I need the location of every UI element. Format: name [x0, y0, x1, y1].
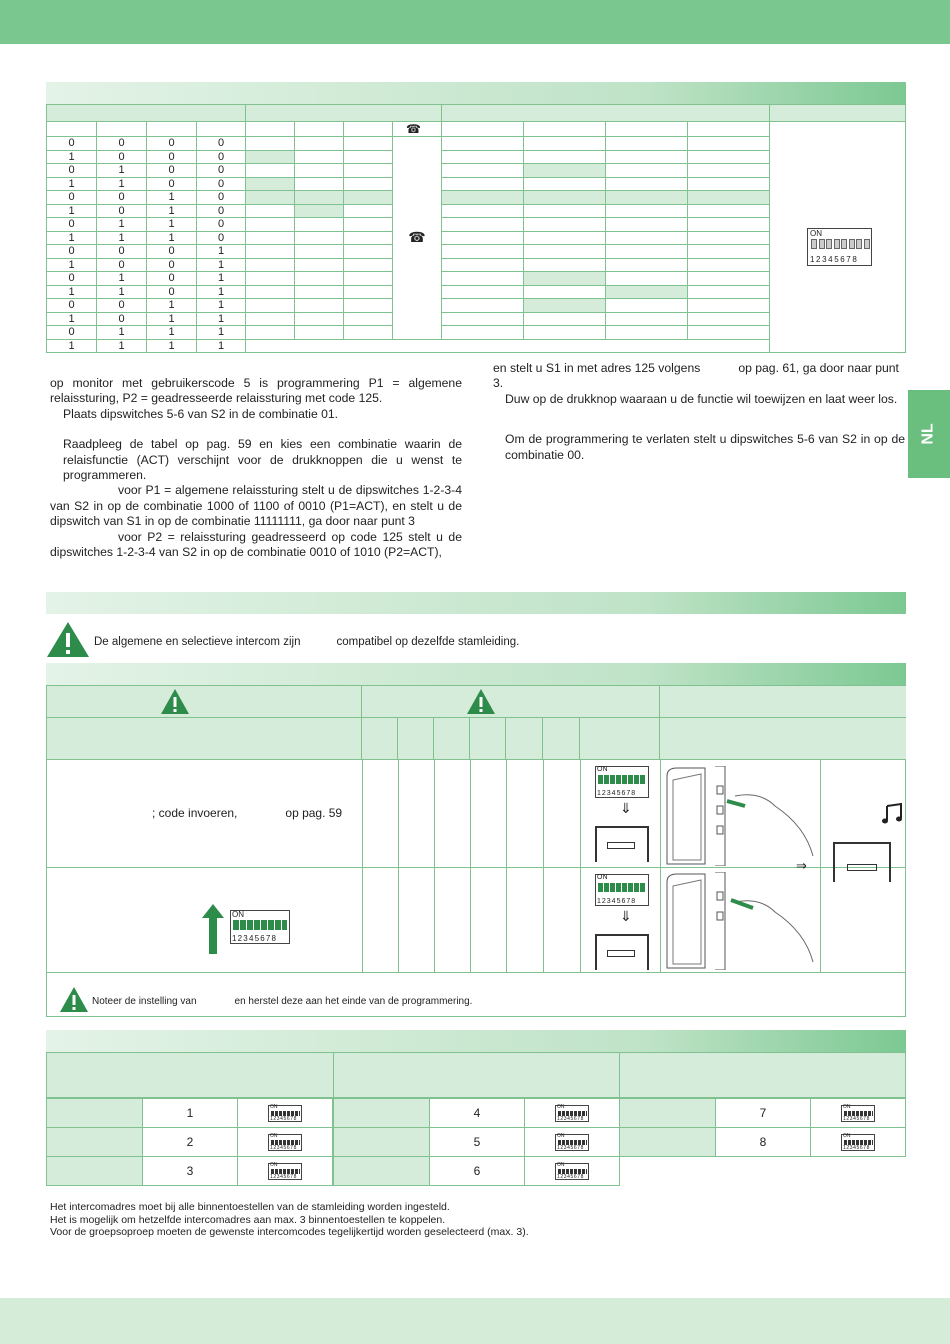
- table1-cell: 1: [146, 298, 197, 313]
- code-dip-cell: [237, 1127, 333, 1157]
- table1-cell: 0: [46, 271, 97, 286]
- prog-subheader-cell: [580, 718, 660, 760]
- table1-cell: [523, 136, 606, 151]
- table1-cell: [441, 150, 524, 165]
- dip-switch-small: ON 12345678: [555, 1134, 589, 1151]
- dip-switch-small: ON 12345678: [268, 1134, 302, 1151]
- table1-cell: [605, 190, 688, 205]
- table1-cell: [245, 339, 770, 354]
- table1-cell: 1: [46, 231, 97, 246]
- table1-cell: 0: [146, 150, 197, 165]
- table1-cell: [687, 204, 770, 219]
- table1-cell: 0: [196, 231, 246, 246]
- intercom-title-band: [46, 592, 906, 614]
- table1-cell: [245, 136, 295, 151]
- handset-icon: ☎: [408, 229, 426, 246]
- dip-switch-lever: [849, 239, 855, 249]
- table1-cell: 0: [96, 298, 147, 313]
- table1-cell: 1: [46, 150, 97, 165]
- table1-cell: 0: [196, 190, 246, 205]
- table1-cell: 0: [96, 150, 147, 165]
- para-left-1: op monitor met gebruikerscode 5 is programmering P1 = algemene relaissturing, P2 = geadresseerde relaissturing met code 125.: [50, 376, 462, 406]
- code-label-cell: [619, 1127, 716, 1157]
- warning-icon: [59, 986, 89, 1013]
- table1-cell: [343, 204, 393, 219]
- footer-notes: [50, 1201, 529, 1239]
- table1-cell: [605, 204, 688, 219]
- table1-cell: [294, 258, 344, 273]
- dip-switch-small: ON 12345678: [555, 1163, 589, 1180]
- table1-cell: 1: [96, 177, 147, 192]
- table1-cell: 0: [196, 217, 246, 232]
- table1-subheader-cell: [687, 121, 770, 137]
- table1-subheader-cell: [46, 121, 97, 137]
- table1-cell: [343, 190, 393, 205]
- table1-cell: 0: [96, 244, 147, 259]
- table1-cell: [687, 217, 770, 232]
- table1-cell: 1: [96, 271, 147, 286]
- table1-cell: 0: [146, 163, 197, 178]
- code-label-cell: [333, 1156, 430, 1186]
- table1-cell: [687, 298, 770, 313]
- table1-cell: [245, 177, 295, 192]
- table1-cell: 1: [46, 204, 97, 219]
- code-label-cell: [619, 1098, 716, 1128]
- table1-cell: 1: [196, 271, 246, 286]
- table1-cell: [245, 298, 295, 313]
- table1-cell: [605, 177, 688, 192]
- table1-cell: [441, 325, 524, 340]
- table1: [46, 104, 906, 353]
- table1-cell: 1: [46, 285, 97, 300]
- table1-cell: [245, 244, 295, 259]
- table1-cell: 0: [146, 258, 197, 273]
- dip-switch-row2-left: ON 12345678: [230, 910, 290, 944]
- table1-cell: [687, 285, 770, 300]
- table1-cell: 1: [96, 339, 147, 354]
- dip-switch-small: ON 12345678: [841, 1105, 875, 1122]
- table1-cell: [343, 285, 393, 300]
- table1-cell: 1: [46, 177, 97, 192]
- table1-cell: [605, 163, 688, 178]
- table1-cell: [441, 163, 524, 178]
- table1-cell: [605, 150, 688, 165]
- table1-cell: [523, 150, 606, 165]
- table1-cell: 1: [196, 258, 246, 273]
- table1-cell: [523, 298, 606, 313]
- table1-cell: [687, 258, 770, 273]
- dip-switch-table1: ON 12345678: [807, 228, 872, 266]
- warning-icon: [46, 620, 90, 658]
- table1-cell: [294, 163, 344, 178]
- table1-cell: 0: [196, 163, 246, 178]
- table1-cell: [687, 190, 770, 205]
- code-dip-cell: [524, 1098, 620, 1128]
- table1-cell: [523, 177, 606, 192]
- table1-cell: 0: [46, 217, 97, 232]
- table1-cell: [605, 312, 688, 327]
- table1-cell: 1: [96, 325, 147, 340]
- table1-cell: [441, 136, 524, 151]
- table1-cell: [343, 325, 393, 340]
- table1-cell: [687, 244, 770, 259]
- table1-subheader-cell: [523, 121, 606, 137]
- footer-line-2: Het is mogelijk om hetzelfde intercomadres aan max. 3 binnentoestellen te koppelen.: [50, 1213, 446, 1226]
- table1-cell: [441, 312, 524, 327]
- paragraph-left: [50, 376, 462, 560]
- table1-cell: 1: [96, 163, 147, 178]
- table1-cell: [294, 136, 344, 151]
- footer-line-1: Het intercomadres moet bij alle binnentoestellen van de stamleiding worden ingesteld.: [50, 1201, 450, 1213]
- table1-cell: [441, 217, 524, 232]
- table1-cell: [294, 298, 344, 313]
- table1-cell: 1: [46, 258, 97, 273]
- table1-cell: 0: [196, 136, 246, 151]
- code-label-cell: [333, 1098, 430, 1128]
- paragraph-right: [493, 361, 905, 463]
- table1-cell: [523, 204, 606, 219]
- table1-cell: [523, 312, 606, 327]
- prog-subheader-cell: [434, 718, 470, 760]
- handset-icon: ☎: [406, 122, 421, 136]
- top-bar: [0, 0, 950, 44]
- table1-cell: [687, 325, 770, 340]
- table1-cell: 0: [46, 190, 97, 205]
- table1-cell: [294, 177, 344, 192]
- table1-cell: [605, 258, 688, 273]
- arrow-up-icon: [202, 904, 224, 954]
- table1-cell: 0: [46, 244, 97, 259]
- table1-cell: [523, 231, 606, 246]
- table1-cell: 0: [96, 312, 147, 327]
- table1-cell: [687, 163, 770, 178]
- table1-cell: [245, 217, 295, 232]
- table1-cell: [523, 285, 606, 300]
- table1-cell: 1: [196, 339, 246, 354]
- table1-cell: [441, 285, 524, 300]
- monitor-hand-illustration: [665, 766, 815, 866]
- code-label-cell: [333, 1127, 430, 1157]
- codes-table: [46, 1052, 906, 1184]
- code-number-cell: 7: [715, 1098, 811, 1128]
- code-dip-cell: [810, 1127, 906, 1157]
- table1-cell: 1: [96, 231, 147, 246]
- table1-cell: 0: [196, 177, 246, 192]
- programming-table: ; code invoeren, op pag. 59 ON 12345678 ⇓ ⇒ ON 12345678 ON 12345678 ⇓ Noteer de instelling van en herstel deze aan het einde van de programmering.: [46, 685, 906, 1017]
- table1-cell: [523, 217, 606, 232]
- table1-cell: 1: [146, 325, 197, 340]
- table1-cell: 1: [146, 339, 197, 354]
- table1-cell: 1: [196, 298, 246, 313]
- table1-cell: [294, 231, 344, 246]
- para-left-3: Raadpleeg de tabel op pag. 59 en kies een combinatie waarin de relaisfunctie (ACT) verschijnt voor de drukknoppen die u wenst te programmeren.: [63, 437, 462, 483]
- prog-subheader-cell: [362, 718, 398, 760]
- code-number-cell: 3: [142, 1156, 238, 1186]
- table1-subheader-cell: [605, 121, 688, 137]
- table1-cell: [294, 150, 344, 165]
- table1-cell: [523, 258, 606, 273]
- code-dip-cell: [810, 1098, 906, 1128]
- table1-cell: [441, 231, 524, 246]
- table1-cell: [441, 244, 524, 259]
- table1-cell: [343, 258, 393, 273]
- table1-cell: [245, 150, 295, 165]
- table1-handset-cell: [392, 136, 442, 340]
- code-number-cell: 2: [142, 1127, 238, 1157]
- code-number-cell: 1: [142, 1098, 238, 1128]
- table1-cell: 1: [196, 325, 246, 340]
- table1-title-band: [46, 82, 906, 104]
- table1-cell: 0: [46, 136, 97, 151]
- dip-switch-small: ON 12345678: [841, 1134, 875, 1151]
- footer-line-3: Voor de groepsoproep moeten de gewenste intercomcodes tegelijkertijd worden geselecteerd (max. 3).: [50, 1226, 529, 1238]
- table1-cell: [687, 177, 770, 192]
- table1-cell: [343, 217, 393, 232]
- code-label-cell: [46, 1156, 143, 1186]
- table1-cell: [605, 217, 688, 232]
- table1-cell: [441, 190, 524, 205]
- table1-cell: [605, 285, 688, 300]
- table1-cell: [687, 231, 770, 246]
- table1-cell: 0: [96, 136, 147, 151]
- table1-cell: [343, 298, 393, 313]
- intercom-note: De algemene en selectieve intercom zijn compatibel op dezelfde stamleiding.: [94, 636, 520, 648]
- table1-cell: 0: [196, 150, 246, 165]
- table1-cell: [343, 244, 393, 259]
- dip-switch-small: ON 12345678: [555, 1105, 589, 1122]
- table1-cell: [343, 231, 393, 246]
- table1-cell: [294, 271, 344, 286]
- warning-icon: [160, 688, 190, 715]
- table1-cell: [605, 271, 688, 286]
- table1-cell: 0: [96, 204, 147, 219]
- table1-cell: 1: [146, 231, 197, 246]
- table1-cell: [441, 177, 524, 192]
- table1-cell: [245, 312, 295, 327]
- table1-cell: [605, 244, 688, 259]
- prog-subheader-cell: [470, 718, 506, 760]
- para-left-2: Plaats dipswitches 5-6 van S2 in de combinatie 01.: [63, 406, 339, 421]
- table1-cell: [294, 217, 344, 232]
- table1-cell: [343, 163, 393, 178]
- dip-switch-lever: [864, 239, 870, 249]
- dip-switch-row2: ON 12345678: [595, 874, 649, 906]
- table1-subheader-cell: [294, 121, 344, 137]
- para-right-3: Om de programmering te verlaten stelt u dipswitches 5-6 van S2 in op de combinatie 00.: [505, 432, 905, 462]
- table1-cell: [441, 271, 524, 286]
- table1-cell: 0: [46, 163, 97, 178]
- table1-cell: [245, 190, 295, 205]
- table1-subheader-cell: [96, 121, 147, 137]
- table1-cell: [294, 325, 344, 340]
- table1-cell: 0: [96, 258, 147, 273]
- music-note-icon: [881, 802, 905, 826]
- para-left-4: voor P1 = algemene relaissturing stelt u de dipswitches 1-2-3-4 van S2 in op de combinatie 1000 of 1100 of 0010 (P1=ACT), en stelt u de dipswitch van S1 in op de combinatie 11111111, ga door naar punt 3: [50, 483, 462, 529]
- para-right-2: Duw op de drukknop waaraan u de functie wil toewijzen en laat weer los.: [505, 391, 898, 406]
- table1-subheader-cell: [196, 121, 246, 137]
- table1-cell: [605, 298, 688, 313]
- code-number-cell: 5: [429, 1127, 525, 1157]
- table1-cell: [294, 285, 344, 300]
- dip-switch-lever: [856, 239, 862, 249]
- code-dip-cell: [524, 1127, 620, 1157]
- table1-cell: [687, 312, 770, 327]
- prog-subheader-cell: [398, 718, 434, 760]
- table1-cell: 0: [146, 244, 197, 259]
- table1-cell: 1: [46, 339, 97, 354]
- code-number-cell: 8: [715, 1127, 811, 1157]
- table1-cell: [605, 231, 688, 246]
- prog-subheader-cell: [543, 718, 580, 760]
- code-label-cell: [46, 1098, 143, 1128]
- dip-switch-row1: ON 12345678: [595, 766, 649, 798]
- prog-subheader-cell: [506, 718, 543, 760]
- code-number-cell: 4: [429, 1098, 525, 1128]
- dip-switch-lever: [826, 239, 832, 249]
- table1-cell: [245, 163, 295, 178]
- table1-cell: [343, 177, 393, 192]
- table1-cell: [245, 231, 295, 246]
- codes-title-band: [46, 1030, 906, 1052]
- programming-note: Noteer de instelling van en herstel deze aan het einde van de programmering.: [92, 996, 473, 1007]
- table1-subheader-cell: [245, 121, 295, 137]
- table1-cell: 1: [146, 204, 197, 219]
- table1-cell: [441, 298, 524, 313]
- dip-switch-lever: [841, 239, 847, 249]
- table1-cell: [294, 204, 344, 219]
- bottom-bar: [0, 1298, 950, 1344]
- table1-cell: [245, 271, 295, 286]
- code-instruction: ; code invoeren, op pag. 59: [152, 806, 343, 820]
- code-dip-cell: [237, 1156, 333, 1186]
- table1-cell: [245, 325, 295, 340]
- table1-cell: [343, 271, 393, 286]
- programming-title-band: [46, 663, 906, 685]
- table1-cell: [245, 204, 295, 219]
- table1-cell: 0: [46, 325, 97, 340]
- table1-cell: 0: [146, 271, 197, 286]
- table1-cell: [523, 163, 606, 178]
- table1-cell: [245, 258, 295, 273]
- table1-cell: 1: [196, 244, 246, 259]
- table1-cell: [343, 150, 393, 165]
- table1-cell: 0: [146, 285, 197, 300]
- dip-switch-lever: [819, 239, 825, 249]
- table1-cell: [687, 271, 770, 286]
- code-number-cell: 6: [429, 1156, 525, 1186]
- table1-cell: [294, 190, 344, 205]
- table1-cell: 0: [46, 298, 97, 313]
- para-left-5: voor P2 = relaissturing geadresseerd op code 125 stelt u de dipswitches 1-2-3-4 van S2 in op de combinatie 0010 of 1010 (P2=ACT),: [50, 529, 462, 560]
- table1-cell: [687, 136, 770, 151]
- para-right-1: en stelt u S1 in met adres 125 volgens op pag. 61, ga door naar punt 3.: [493, 361, 899, 391]
- table1-cell: [605, 325, 688, 340]
- table1-cell: [441, 258, 524, 273]
- table1-cell: [523, 190, 606, 205]
- table1-cell: [687, 150, 770, 165]
- table1-cell: [523, 271, 606, 286]
- code-dip-cell: [237, 1098, 333, 1128]
- table1-cell: 1: [196, 285, 246, 300]
- dip-switch-lever: [834, 239, 840, 249]
- table1-cell: [343, 136, 393, 151]
- dip-switch-small: ON 12345678: [268, 1163, 302, 1180]
- table1-cell: 1: [196, 312, 246, 327]
- code-label-cell: [46, 1127, 143, 1157]
- table1-subheader-cell: [146, 121, 197, 137]
- table1-cell: 0: [146, 177, 197, 192]
- table1-cell: 1: [46, 312, 97, 327]
- table1-cell: 1: [146, 217, 197, 232]
- warning-icon: [466, 688, 496, 715]
- table1-cell: [343, 312, 393, 327]
- table1-cell: 0: [146, 136, 197, 151]
- table1-cell: [294, 244, 344, 259]
- dip-switch-lever: [811, 239, 817, 249]
- language-tab: NL: [908, 390, 950, 478]
- table1-subheader-cell: [343, 121, 393, 137]
- table1-cell: 1: [96, 285, 147, 300]
- table1-cell: 1: [146, 312, 197, 327]
- code-dip-cell: [524, 1156, 620, 1186]
- table1-cell: 1: [146, 190, 197, 205]
- table1-cell: [523, 325, 606, 340]
- table1-cell: [245, 285, 295, 300]
- table1-cell: [605, 136, 688, 151]
- monitor-hand-illustration: [665, 872, 815, 970]
- table1-cell: [294, 312, 344, 327]
- table1-cell: [441, 204, 524, 219]
- table1-cell: 0: [96, 190, 147, 205]
- table1-cell: [523, 244, 606, 259]
- table1-cell: 0: [196, 204, 246, 219]
- table1-cell: 1: [96, 217, 147, 232]
- dip-switch-small: ON 12345678: [268, 1105, 302, 1122]
- table1-subheader-cell: [441, 121, 524, 137]
